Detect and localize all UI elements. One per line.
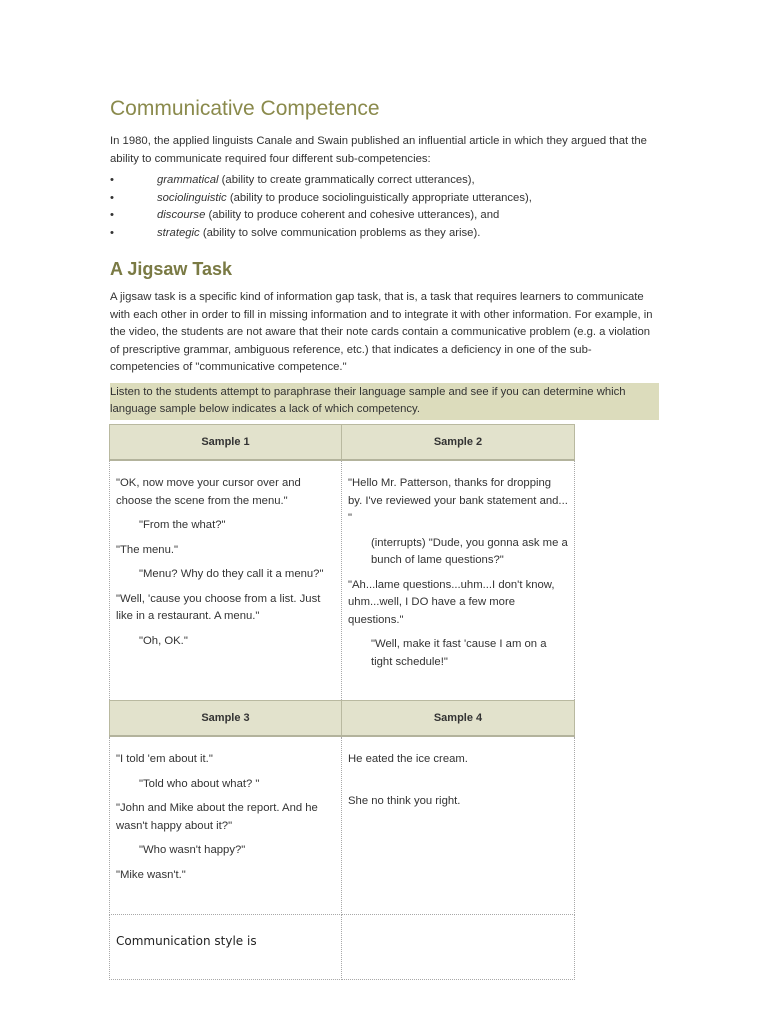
instruction-callout: Listen to the students attempt to paraphrase their language sample and see if you can determine which language sample below indicates a lack of which competency. xyxy=(110,383,659,420)
list-item: • discourse (ability to produce coherent and cohesive utterances), and xyxy=(110,209,500,221)
sample-4-header: Sample 4 xyxy=(342,701,575,737)
samples-table xyxy=(109,424,575,980)
competency-list xyxy=(110,172,660,242)
list-item: • sociolinguistic (ability to produce sociolinguistically appropriate utterances), xyxy=(110,191,532,204)
sample-3-header: Sample 3 xyxy=(110,701,342,737)
sample-4-cell: He eated the ice cream. She no think you right. xyxy=(342,736,575,915)
style-label-cell xyxy=(110,915,342,980)
sample-2-cell: "Hello Mr. Patterson, thanks for dropping by. I've reviewed your bank statement and... " (interrupts) "Dude, you gonna ask me a bunch of lame questions?" "Ah...lame questions...uhm...I don't know, uhm...well, I DO have a few more questions." "Well, make it fast 'cause I am on a tight schedule!" xyxy=(342,460,575,701)
sample-3-cell: "I told 'em about it." "Told who about what? " "John and Mike about the report. And he wasn't happy about it?" "Who wasn't happy?" "Mike wasn't." xyxy=(110,736,342,915)
jigsaw-paragraph: A jigsaw task is a specific kind of information gap task, that is, a task that requires learners to communicate with each other in order to fill in missing information and to integrate it with other information. For example, in the video, the students are not aware that their note cards contain a communicative problem (e.g. a violation of prescriptive grammar, ambiguous reference, etc.) that indicates a deficiency in one of the sub-competencies of "communicative competence." xyxy=(110,291,653,373)
sample-2-header: Sample 2 xyxy=(342,425,575,461)
style-answer-cell xyxy=(342,915,575,980)
style-label: Communication style is xyxy=(116,934,257,948)
sample-1-header: Sample 1 xyxy=(110,425,342,461)
intro-paragraph: In 1980, the applied linguists Canale and Swain published an influential article in which they argued that the ability to communicate required four different sub-competencies: xyxy=(110,135,647,165)
page-title: Communicative Competence xyxy=(110,97,380,120)
list-item: • grammatical (ability to create grammatically correct utterances), xyxy=(110,174,475,186)
sample-1-cell: "OK, now move your cursor over and choose the scene from the menu." "From the what?" "The menu." "Menu? Why do they call it a menu?" "Well, 'cause you choose from a list. Just like in a restaurant. A menu." "Oh, OK." xyxy=(110,460,342,701)
list-item: • strategic (ability to solve communication problems as they arise). xyxy=(110,226,481,239)
jigsaw-heading: A Jigsaw Task xyxy=(110,259,233,279)
document-page xyxy=(110,96,660,420)
